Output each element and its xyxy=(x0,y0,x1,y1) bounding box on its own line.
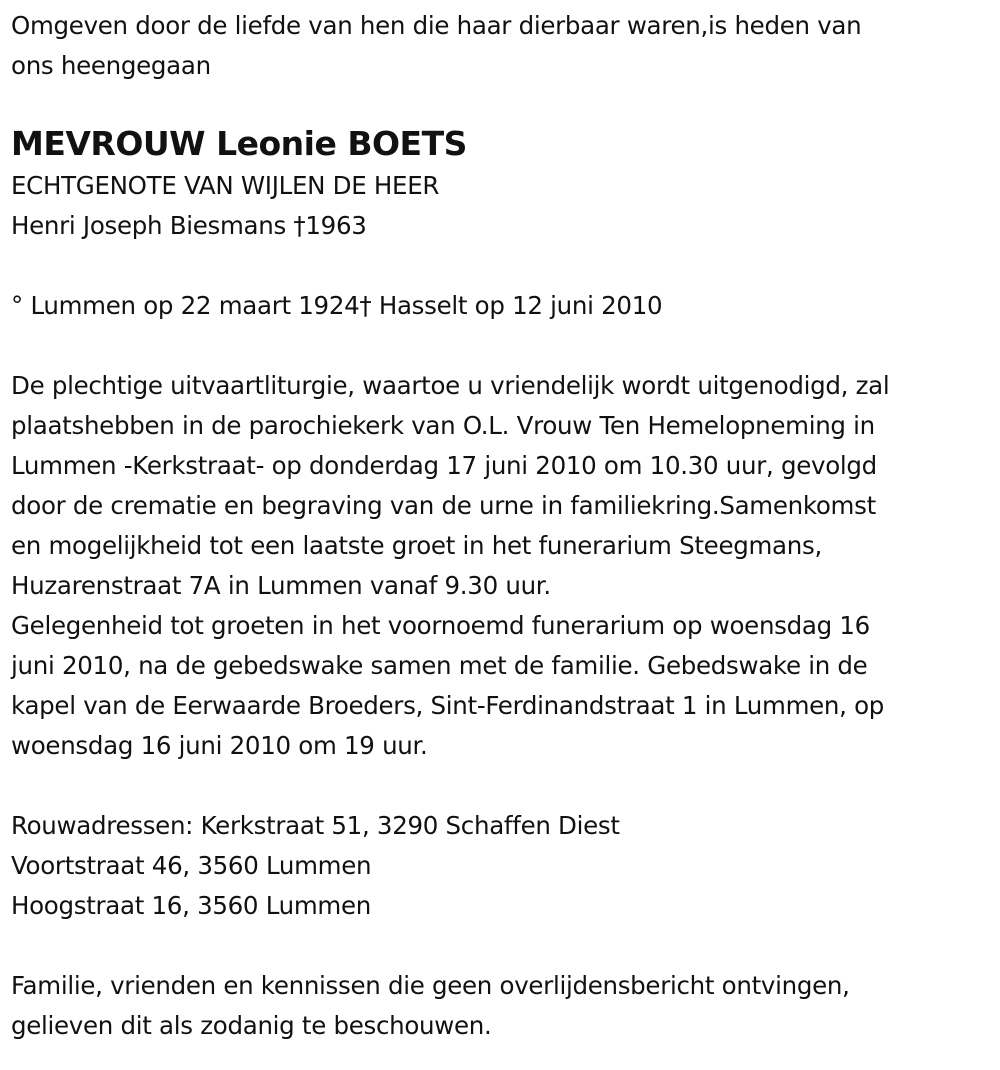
body-line: Lummen -Kerkstraat- op donderdag 17 juni 2010 om 10.30 uur, gevolgd xyxy=(11,451,877,480)
body-line: woensdag 16 juni 2010 om 19 uur. xyxy=(11,731,428,760)
deceased-name: MEVROUW Leonie BOETS xyxy=(11,124,467,163)
body-line: Huzarenstraat 7A in Lummen vanaf 9.30 uur. xyxy=(11,571,551,600)
body-line: juni 2010, na de gebedswake samen met de familie. Gebedswake in de xyxy=(11,651,868,680)
body-line: door de crematie en begraving van de urne in familiekring.Samenkomst xyxy=(11,491,876,520)
closing-line: Familie, vrienden en kennissen die geen overlijdensbericht ontvingen, xyxy=(11,971,850,1000)
closing-line: gelieven dit als zodanig te beschouwen. xyxy=(11,1011,492,1040)
body-line: plaatshebben in de parochiekerk van O.L. Vrouw Ten Hemelopneming in xyxy=(11,411,875,440)
intro-line: ons heengegaan xyxy=(11,51,211,80)
address-line: Hoogstraat 16, 3560 Lummen xyxy=(11,891,371,920)
birth-death-dates: ° Lummen op 22 maart 1924† Hasselt op 12 juni 2010 xyxy=(11,291,663,320)
body-line: en mogelijkheid tot een laatste groet in het funerarium Steegmans, xyxy=(11,531,822,560)
address-line: Rouwadressen: Kerkstraat 51, 3290 Schaffen Diest xyxy=(11,811,620,840)
body-line: De plechtige uitvaartliturgie, waartoe u vriendelijk wordt uitgenodigd, zal xyxy=(11,371,890,400)
spouse-line: Henri Joseph Biesmans †1963 xyxy=(11,211,367,240)
spouse-line: ECHTGENOTE VAN WIJLEN DE HEER xyxy=(11,171,440,200)
body-line: Gelegenheid tot groeten in het voornoemd funerarium op woensdag 16 xyxy=(11,611,870,640)
body-line: kapel van de Eerwaarde Broeders, Sint-Ferdinandstraat 1 in Lummen, op xyxy=(11,691,885,720)
address-line: Voortstraat 46, 3560 Lummen xyxy=(11,851,372,880)
intro-line: Omgeven door de liefde van hen die haar dierbaar waren,is heden van xyxy=(11,11,862,40)
